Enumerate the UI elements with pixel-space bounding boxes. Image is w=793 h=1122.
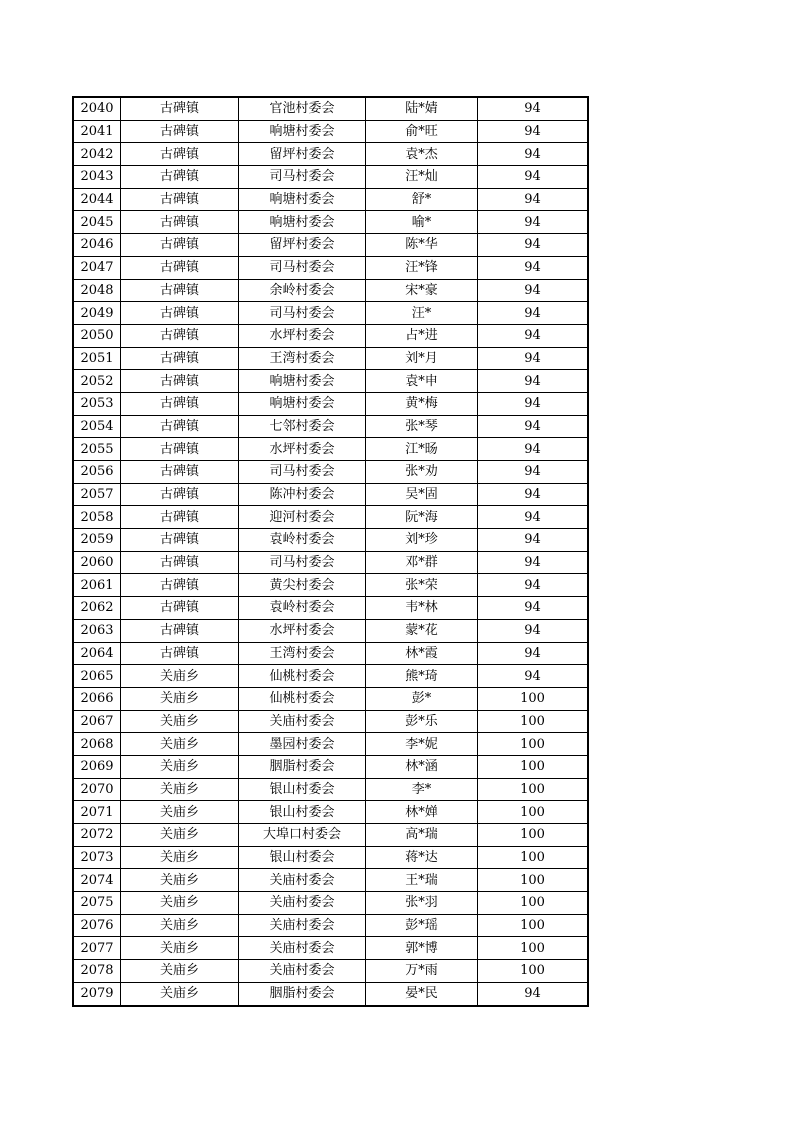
cell-number: 2048	[73, 279, 121, 302]
cell-town: 关庙乡	[121, 960, 239, 983]
cell-name: 吴*固	[366, 483, 478, 506]
table-row	[73, 392, 588, 415]
cell-village: 关庙村委会	[239, 869, 366, 892]
cell-number: 2056	[73, 461, 121, 484]
cell-town: 古碑镇	[121, 166, 239, 189]
table-row	[73, 960, 588, 983]
cell-score: 100	[478, 733, 589, 756]
cell-village: 银山村委会	[239, 778, 366, 801]
table-row	[73, 914, 588, 937]
cell-number: 2077	[73, 937, 121, 960]
cell-number: 2073	[73, 846, 121, 869]
table-row	[73, 801, 588, 824]
cell-number: 2062	[73, 597, 121, 620]
cell-number: 2042	[73, 143, 121, 166]
cell-village: 迎河村委会	[239, 506, 366, 529]
table-row	[73, 483, 588, 506]
cell-score: 94	[478, 166, 589, 189]
cell-score: 94	[478, 302, 589, 325]
table-row	[73, 438, 588, 461]
cell-name: 蒙*花	[366, 619, 478, 642]
cell-village: 大埠口村委会	[239, 824, 366, 847]
cell-number: 2044	[73, 188, 121, 211]
cell-score: 94	[478, 506, 589, 529]
cell-number: 2072	[73, 824, 121, 847]
cell-town: 关庙乡	[121, 892, 239, 915]
cell-town: 古碑镇	[121, 619, 239, 642]
cell-town: 古碑镇	[121, 438, 239, 461]
table-row	[73, 461, 588, 484]
cell-village: 响塘村委会	[239, 188, 366, 211]
cell-village: 关庙村委会	[239, 914, 366, 937]
table-row	[73, 211, 588, 234]
cell-town: 古碑镇	[121, 574, 239, 597]
cell-town: 古碑镇	[121, 188, 239, 211]
table-row	[73, 188, 588, 211]
cell-number: 2069	[73, 755, 121, 778]
table-row	[73, 597, 588, 620]
table-row	[73, 642, 588, 665]
cell-village: 余岭村委会	[239, 279, 366, 302]
cell-village: 仙桃村委会	[239, 665, 366, 688]
table-row	[73, 529, 588, 552]
cell-score: 94	[478, 415, 589, 438]
cell-town: 古碑镇	[121, 347, 239, 370]
cell-town: 关庙乡	[121, 937, 239, 960]
cell-score: 100	[478, 914, 589, 937]
cell-name: 占*进	[366, 324, 478, 347]
cell-town: 关庙乡	[121, 801, 239, 824]
cell-name: 陈*华	[366, 234, 478, 257]
cell-name: 李*	[366, 778, 478, 801]
cell-name: 陆*婧	[366, 97, 478, 120]
cell-village: 王湾村委会	[239, 347, 366, 370]
cell-score: 94	[478, 347, 589, 370]
table-row	[73, 234, 588, 257]
cell-score: 100	[478, 755, 589, 778]
cell-village: 七邻村委会	[239, 415, 366, 438]
cell-village: 司马村委会	[239, 256, 366, 279]
cell-name: 袁*申	[366, 370, 478, 393]
table-row	[73, 778, 588, 801]
cell-number: 2058	[73, 506, 121, 529]
cell-number: 2070	[73, 778, 121, 801]
cell-village: 留坪村委会	[239, 143, 366, 166]
table-row	[73, 892, 588, 915]
cell-number: 2050	[73, 324, 121, 347]
cell-score: 100	[478, 687, 589, 710]
cell-number: 2041	[73, 120, 121, 143]
cell-score: 94	[478, 370, 589, 393]
cell-name: 黄*梅	[366, 392, 478, 415]
cell-number: 2049	[73, 302, 121, 325]
cell-number: 2063	[73, 619, 121, 642]
cell-name: 晏*民	[366, 982, 478, 1005]
cell-name: 汪*	[366, 302, 478, 325]
cell-town: 古碑镇	[121, 642, 239, 665]
cell-village: 袁岭村委会	[239, 529, 366, 552]
cell-name: 彭*瑶	[366, 914, 478, 937]
cell-number: 2074	[73, 869, 121, 892]
table-row	[73, 302, 588, 325]
cell-town: 古碑镇	[121, 143, 239, 166]
cell-village: 留坪村委会	[239, 234, 366, 257]
cell-town: 古碑镇	[121, 483, 239, 506]
cell-score: 94	[478, 642, 589, 665]
cell-number: 2053	[73, 392, 121, 415]
cell-name: 汪*锋	[366, 256, 478, 279]
cell-number: 2047	[73, 256, 121, 279]
table-row	[73, 687, 588, 710]
cell-score: 100	[478, 960, 589, 983]
table-row	[73, 846, 588, 869]
table-row	[73, 256, 588, 279]
cell-town: 古碑镇	[121, 415, 239, 438]
cell-village: 胭脂村委会	[239, 755, 366, 778]
cell-village: 仙桃村委会	[239, 687, 366, 710]
cell-town: 古碑镇	[121, 506, 239, 529]
cell-town: 关庙乡	[121, 710, 239, 733]
cell-village: 响塘村委会	[239, 211, 366, 234]
table-row	[73, 415, 588, 438]
cell-score: 94	[478, 461, 589, 484]
cell-name: 彭*	[366, 687, 478, 710]
cell-town: 古碑镇	[121, 97, 239, 120]
table-row	[73, 574, 588, 597]
table-row	[73, 279, 588, 302]
cell-town: 古碑镇	[121, 551, 239, 574]
cell-town: 古碑镇	[121, 392, 239, 415]
cell-name: 郭*博	[366, 937, 478, 960]
cell-name: 林*婵	[366, 801, 478, 824]
cell-number: 2071	[73, 801, 121, 824]
cell-village: 响塘村委会	[239, 370, 366, 393]
cell-town: 古碑镇	[121, 529, 239, 552]
cell-number: 2067	[73, 710, 121, 733]
table-row	[73, 551, 588, 574]
cell-number: 2064	[73, 642, 121, 665]
cell-score: 94	[478, 483, 589, 506]
cell-village: 胭脂村委会	[239, 982, 366, 1005]
cell-score: 94	[478, 97, 589, 120]
table-row	[73, 166, 588, 189]
cell-name: 舒*	[366, 188, 478, 211]
cell-village: 水坪村委会	[239, 438, 366, 461]
cell-name: 江*旸	[366, 438, 478, 461]
cell-number: 2045	[73, 211, 121, 234]
cell-town: 关庙乡	[121, 914, 239, 937]
cell-score: 94	[478, 438, 589, 461]
cell-town: 古碑镇	[121, 256, 239, 279]
cell-village: 水坪村委会	[239, 619, 366, 642]
cell-name: 万*雨	[366, 960, 478, 983]
cell-score: 94	[478, 120, 589, 143]
cell-town: 古碑镇	[121, 370, 239, 393]
cell-number: 2057	[73, 483, 121, 506]
cell-name: 韦*林	[366, 597, 478, 620]
cell-town: 古碑镇	[121, 279, 239, 302]
cell-village: 司马村委会	[239, 551, 366, 574]
table-row	[73, 97, 588, 120]
cell-number: 2078	[73, 960, 121, 983]
cell-town: 关庙乡	[121, 869, 239, 892]
cell-name: 张*羽	[366, 892, 478, 915]
cell-number: 2075	[73, 892, 121, 915]
cell-town: 关庙乡	[121, 824, 239, 847]
cell-village: 袁岭村委会	[239, 597, 366, 620]
cell-town: 古碑镇	[121, 234, 239, 257]
cell-village: 响塘村委会	[239, 120, 366, 143]
cell-number: 2065	[73, 665, 121, 688]
cell-name: 刘*珍	[366, 529, 478, 552]
cell-name: 张*劝	[366, 461, 478, 484]
cell-number: 2060	[73, 551, 121, 574]
cell-village: 关庙村委会	[239, 892, 366, 915]
cell-name: 王*瑞	[366, 869, 478, 892]
cell-number: 2055	[73, 438, 121, 461]
cell-village: 黄尖村委会	[239, 574, 366, 597]
cell-village: 王湾村委会	[239, 642, 366, 665]
cell-town: 关庙乡	[121, 982, 239, 1005]
table-row	[73, 937, 588, 960]
cell-village: 司马村委会	[239, 302, 366, 325]
table-row	[73, 370, 588, 393]
cell-village: 关庙村委会	[239, 710, 366, 733]
cell-village: 司马村委会	[239, 166, 366, 189]
cell-village: 陈冲村委会	[239, 483, 366, 506]
cell-score: 94	[478, 256, 589, 279]
cell-number: 2061	[73, 574, 121, 597]
cell-number: 2040	[73, 97, 121, 120]
cell-score: 94	[478, 324, 589, 347]
cell-score: 100	[478, 778, 589, 801]
cell-score: 94	[478, 619, 589, 642]
cell-score: 100	[478, 892, 589, 915]
data-table	[72, 96, 589, 1007]
cell-name: 张*荣	[366, 574, 478, 597]
cell-village: 关庙村委会	[239, 937, 366, 960]
cell-score: 94	[478, 574, 589, 597]
table-row	[73, 120, 588, 143]
cell-score: 100	[478, 801, 589, 824]
cell-number: 2066	[73, 687, 121, 710]
cell-score: 94	[478, 597, 589, 620]
cell-name: 刘*月	[366, 347, 478, 370]
cell-number: 2068	[73, 733, 121, 756]
cell-number: 2076	[73, 914, 121, 937]
cell-town: 古碑镇	[121, 324, 239, 347]
cell-name: 林*涵	[366, 755, 478, 778]
cell-village: 银山村委会	[239, 801, 366, 824]
cell-name: 高*瑞	[366, 824, 478, 847]
cell-village: 司马村委会	[239, 461, 366, 484]
cell-score: 94	[478, 529, 589, 552]
cell-score: 94	[478, 392, 589, 415]
cell-score: 100	[478, 824, 589, 847]
cell-town: 古碑镇	[121, 461, 239, 484]
table-body	[73, 97, 588, 1006]
table-row	[73, 347, 588, 370]
cell-name: 蒋*达	[366, 846, 478, 869]
cell-village: 水坪村委会	[239, 324, 366, 347]
cell-name: 宋*豪	[366, 279, 478, 302]
cell-town: 关庙乡	[121, 687, 239, 710]
cell-score: 94	[478, 234, 589, 257]
cell-score: 100	[478, 710, 589, 733]
cell-number: 2079	[73, 982, 121, 1005]
cell-name: 邓*群	[366, 551, 478, 574]
cell-number: 2059	[73, 529, 121, 552]
cell-town: 古碑镇	[121, 211, 239, 234]
cell-number: 2054	[73, 415, 121, 438]
cell-score: 94	[478, 982, 589, 1005]
table-row	[73, 324, 588, 347]
cell-town: 关庙乡	[121, 755, 239, 778]
cell-town: 古碑镇	[121, 597, 239, 620]
cell-number: 2043	[73, 166, 121, 189]
cell-village: 银山村委会	[239, 846, 366, 869]
cell-name: 汪*灿	[366, 166, 478, 189]
cell-score: 94	[478, 188, 589, 211]
cell-name: 阮*海	[366, 506, 478, 529]
cell-number: 2052	[73, 370, 121, 393]
cell-score: 94	[478, 211, 589, 234]
cell-score: 100	[478, 937, 589, 960]
table-row	[73, 710, 588, 733]
cell-town: 关庙乡	[121, 846, 239, 869]
cell-town: 古碑镇	[121, 120, 239, 143]
cell-town: 关庙乡	[121, 665, 239, 688]
cell-town: 关庙乡	[121, 733, 239, 756]
cell-town: 古碑镇	[121, 302, 239, 325]
cell-score: 94	[478, 551, 589, 574]
cell-village: 官池村委会	[239, 97, 366, 120]
cell-score: 100	[478, 846, 589, 869]
cell-name: 熊*琦	[366, 665, 478, 688]
cell-number: 2046	[73, 234, 121, 257]
cell-name: 李*妮	[366, 733, 478, 756]
cell-score: 94	[478, 143, 589, 166]
cell-score: 94	[478, 279, 589, 302]
cell-name: 俞*旺	[366, 120, 478, 143]
cell-number: 2051	[73, 347, 121, 370]
table-row	[73, 619, 588, 642]
table-row	[73, 665, 588, 688]
table-row	[73, 755, 588, 778]
table-row	[73, 506, 588, 529]
cell-name: 袁*杰	[366, 143, 478, 166]
cell-name: 林*霞	[366, 642, 478, 665]
table-row	[73, 143, 588, 166]
table-row	[73, 733, 588, 756]
table-row	[73, 869, 588, 892]
cell-name: 张*琴	[366, 415, 478, 438]
cell-name: 彭*乐	[366, 710, 478, 733]
cell-village: 响塘村委会	[239, 392, 366, 415]
table-row	[73, 982, 588, 1005]
cell-village: 墨园村委会	[239, 733, 366, 756]
cell-score: 100	[478, 869, 589, 892]
cell-town: 关庙乡	[121, 778, 239, 801]
table-row	[73, 824, 588, 847]
cell-score: 94	[478, 665, 589, 688]
cell-village: 关庙村委会	[239, 960, 366, 983]
cell-name: 喻*	[366, 211, 478, 234]
